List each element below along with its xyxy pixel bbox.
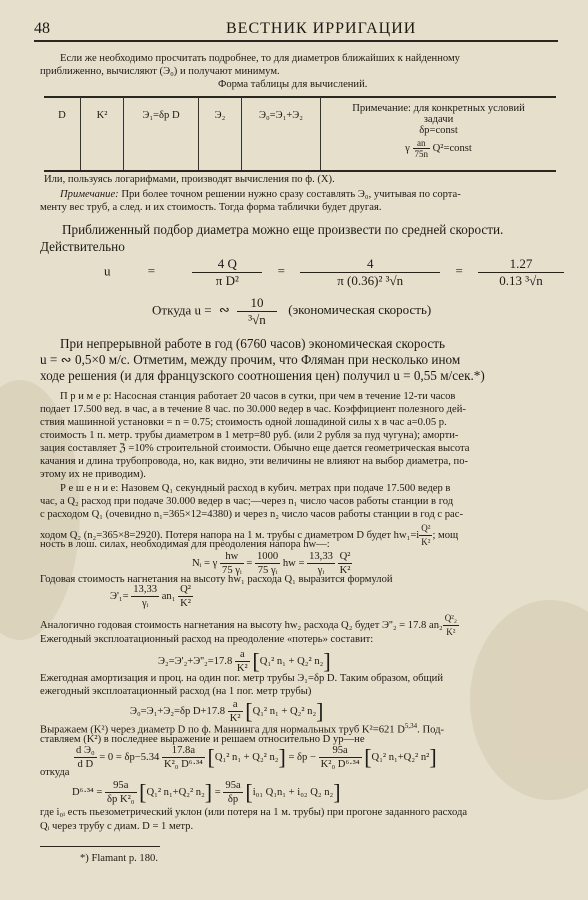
den-2: π (0.36)² ³√n xyxy=(337,273,404,288)
solution-text-3: ходом Q₂ (n₂=365×8=2920). Потеря напора на 1 м. трубы с диаметром D будет xyxy=(40,530,392,542)
fraction-3 xyxy=(478,256,564,289)
solution-label: Р е ш е н и е: xyxy=(60,483,119,494)
example-line-0 xyxy=(60,390,455,403)
solution-text-0: Назовем Q₁ секундный расход в кубич. метрах при подаче 17.500 ведер в xyxy=(120,483,451,494)
95a-dp-frac xyxy=(223,779,242,806)
bracket-open: [ xyxy=(139,779,147,805)
bracket-open: [ xyxy=(252,648,260,674)
paper-stain xyxy=(470,600,588,800)
note-text-1: При более точном решении нужно сразу составлять Э₀, учитывая по сорта- xyxy=(121,189,461,200)
frac-k2: K² xyxy=(421,537,431,548)
note-line-2: менту вес труб, а след. и их стоимость. Тогда форма таблички будет другая. xyxy=(40,202,382,213)
bracket-close: ] xyxy=(429,744,437,770)
logarithm-line: Или, пользуясь логарифмами, производят вычисления по ф. (X). xyxy=(44,174,335,185)
bracket-close: ] xyxy=(204,779,213,805)
eq-sign: = xyxy=(298,558,305,570)
bracket-content: Q₁² n₁ + Q₂² n₂ xyxy=(214,752,279,764)
table-note-cell xyxy=(321,97,557,170)
example-line-4: зация составляет ℨ =10% строительной стоимости. Обычно еще дается геометрическая высота xyxy=(40,443,470,454)
intro-line-1: Если же необходимо просчитать подробнее, то для диаметров ближайших к найденному xyxy=(60,53,460,64)
analog-frac xyxy=(443,612,459,639)
where-line-2: Qᵢ через трубу с диам. D = 1 метр. xyxy=(40,821,194,832)
amort-line-2: ежегодный эксплоатационный расход (на 1 пог. метр трубы) xyxy=(40,686,312,697)
solution-line-1: час, а Q₂ расход при подаче 30.000 ведер в час;—через n₁ число часов работы станции в год xyxy=(40,496,454,507)
bracket-open: [ xyxy=(364,744,372,770)
bracket3-content: Q₁² n₁+Q₂² n₂ xyxy=(146,787,205,799)
calculation-table xyxy=(44,97,556,170)
a-num: a xyxy=(235,648,250,662)
e1-q2: Q² xyxy=(178,583,193,597)
amort-line-1: Ежегодная амортизация и проц. на один пог. метр трубы Э₁=δp D. Таким образом, общий xyxy=(40,673,444,684)
de-eq: = 0 = δp−5.34 xyxy=(99,752,160,764)
de-num: d Э₀ xyxy=(74,744,97,758)
note-75n: 75n xyxy=(414,149,428,159)
approx-sign: ∾ xyxy=(218,302,230,318)
solution-line-2: с расходом Q₁ (очевидно n₁=365×12=4380) и через n₂ число часов работы станции в год с рас- xyxy=(40,509,463,520)
e0-a: a xyxy=(228,698,243,712)
para2-line-3: ходе решения (и для французского соотношения цен) получил u = 0,55 м/сек.*) xyxy=(40,368,485,383)
bracket4-content: i₀₁ Q₁n₁ + i₀₂ Q₂ n₂ xyxy=(252,787,334,799)
hw-formula: hw₁=i xyxy=(393,530,420,542)
e1-k2: K² xyxy=(180,598,191,610)
yearly-text: Ежегодный эксплоатационный расход на преодоление «потерь» составит: xyxy=(40,634,374,645)
where-line-1: где i₀ᵢ есть пьезометрический уклон (или потеря на 1 м. трубы) при прогоне заданного расхода xyxy=(40,807,468,818)
95a-frac xyxy=(319,744,362,771)
table-bottom-rule xyxy=(44,170,556,172)
k2-den: K² xyxy=(339,565,351,577)
gamma-i: γᵢ xyxy=(270,565,278,577)
solution-line-0 xyxy=(60,482,450,495)
e0-line: Э₀=Э₁+Э₂=δp D+17.8 xyxy=(130,706,226,718)
note-gamma: γ xyxy=(405,142,410,154)
example-label: П р и м е р: xyxy=(60,391,112,402)
bracket-open: [ xyxy=(207,744,215,770)
note-line-1 xyxy=(60,188,461,201)
fraction-2 xyxy=(300,256,440,289)
eq-sign: = xyxy=(455,263,463,279)
note-an: an xyxy=(413,138,431,149)
velocity-formula xyxy=(104,256,564,289)
analog-q2: Q²₂ xyxy=(443,612,459,626)
178a-frac xyxy=(162,744,205,771)
75-text: 75 xyxy=(222,565,233,577)
k0-den: K²₀ D⁶·³⁴ xyxy=(163,759,203,771)
express-text-1: Выражаем (K²) через диаметр D по ф. Маннинга для нормальных труб K²=621 D xyxy=(40,724,405,736)
178a-num: 17.8a xyxy=(162,744,205,758)
num-1: 4 Q xyxy=(192,256,262,273)
para2-line-1: При непрерывной работе в год (6760 часов) экономическая скорость xyxy=(60,336,446,351)
eq-sign: = xyxy=(277,263,285,279)
para2-line-2: u = ∾ 0,5×0 м/с. Отметим, между прочим, что Фляман при несколько ином xyxy=(40,352,461,367)
num-2: 4 xyxy=(300,256,440,273)
bracket-open: [ xyxy=(245,779,253,805)
e1-frac xyxy=(131,583,159,610)
hw-num: hw xyxy=(220,550,244,564)
solution-suffix: ; мощ xyxy=(432,530,459,542)
thousand-num: 1000 xyxy=(255,550,280,564)
bracket-open: [ xyxy=(245,698,253,724)
e1-equation xyxy=(110,583,193,610)
table-col-k2: K² xyxy=(81,97,124,170)
mid-eq: = δp − xyxy=(288,752,316,764)
k0b-den: K²₀ D⁶·³⁴ xyxy=(320,759,360,771)
den-4: ³√n xyxy=(248,312,266,327)
hw-text: hw xyxy=(282,558,296,570)
gamma-i: γᵢ xyxy=(235,565,242,577)
num-3: 1.27 xyxy=(478,256,564,273)
eq-sign: = xyxy=(147,263,156,279)
1333-num: 13,33 xyxy=(307,550,335,564)
bracket-close: ] xyxy=(278,744,286,770)
eq-sign: = xyxy=(246,558,253,570)
header-rule xyxy=(34,40,558,42)
95a-num-2: 95a xyxy=(105,779,136,793)
e1-qk-frac xyxy=(178,583,193,610)
fraction-1 xyxy=(192,256,262,289)
whence-2: откуда xyxy=(40,767,70,778)
table-col-d: D xyxy=(44,97,81,170)
annual-text: Годовая стоимость нагнетания на высоту hw₁ расхода Q₁ выразится формулой xyxy=(40,574,393,585)
example-line-2: ствия машинной установки = n = 0.75; стоимость одной лошадиной силы х в час а=0.05 р. xyxy=(40,417,447,428)
e1-den: γᵢ xyxy=(141,598,149,610)
bracket-close: ] xyxy=(316,698,324,724)
e1-num: 13,33 xyxy=(131,583,159,597)
intro-line-3: Форма таблицы для вычислений. xyxy=(218,79,368,90)
solution-line-4: ность в лош. силах, необходимая для преодоления напора hw—: xyxy=(40,539,330,550)
note-q2: Q²=const xyxy=(432,142,472,154)
approx-line-2: Действительно xyxy=(40,239,125,254)
den-1: π D² xyxy=(215,273,239,288)
75-text: 75 xyxy=(257,565,269,577)
analog-k2: K² xyxy=(446,627,456,638)
note-label: Примечание: xyxy=(60,189,119,200)
note-gamma-line xyxy=(322,138,555,159)
footnote: *) Flamant p. 180. xyxy=(80,853,158,864)
express-line-2: ставляем (K²) в последнее выражение и решаем относительно D ур—не xyxy=(40,734,365,745)
derivative-equation xyxy=(74,744,437,771)
intro-line-2: приближенно, вычисляют (Э₀) и получают минимум. xyxy=(40,66,280,77)
95a-num-3: 95a xyxy=(223,779,242,793)
k2-den: K² xyxy=(236,663,248,675)
table-col-e0: Э₀=Э₁+Э₂ xyxy=(242,97,321,170)
analog-text: Аналогично годовая стоимость нагнетания на высоту hw₂ расхода Q₂ будет Э''₂ = 17.8 an₂ xyxy=(40,620,443,632)
example-line-5: качания и длина трубопровода, но, как видно, эти величины не влияют на выбор диаметра, по- xyxy=(40,456,469,467)
note-dp: δp=const xyxy=(419,125,458,136)
num-4: 10 xyxy=(237,295,277,312)
bracket-content: Q₁² n₁ + Q₂² n₂ xyxy=(252,706,317,718)
example-line-6: этому их не приводим). xyxy=(40,469,146,480)
table-col-e2: Э₂ xyxy=(199,97,242,170)
d634-equation xyxy=(72,779,341,806)
an1: an₁ xyxy=(161,591,176,603)
frac-q2: Q² xyxy=(419,522,432,536)
eq-sign: = xyxy=(214,787,221,799)
e1-lhs: Э'₁= xyxy=(110,591,129,603)
journal-title: ВЕСТНИК ИРРИГАЦИИ xyxy=(226,20,417,37)
q2-k2-fraction xyxy=(419,522,432,549)
q2-num: Q² xyxy=(338,550,353,564)
express-text-1b: . Под- xyxy=(417,724,445,736)
example-text-0: Насосная станция работает 20 часов в сутки, при чем в течение 12-ти часов xyxy=(114,391,456,402)
bracket-content: Q₁² n₁ + Q₂² n₂ xyxy=(259,656,324,668)
bracket2-content: Q₁² n₁+Q₂² n² xyxy=(371,752,430,764)
gamma-i-den: γᵢ xyxy=(317,565,325,577)
table-col-e1: Э₁=δp D xyxy=(124,97,199,170)
gamma-sym: γ xyxy=(212,558,218,570)
economic-label: (экономическая скорость) xyxy=(288,302,432,318)
whence-text: Откуда u = xyxy=(152,302,212,318)
d634-lhs: D⁶·³⁴ = xyxy=(72,787,103,799)
95a-dpk0-frac xyxy=(105,779,136,806)
var-u: u xyxy=(104,263,111,279)
de-den: d D xyxy=(77,759,94,771)
note-fraction xyxy=(413,138,431,159)
exp-534: 5,34 xyxy=(404,722,418,730)
note-title: Примечание: для конкретных условий xyxy=(352,103,525,114)
den-3: 0.13 ³√n xyxy=(499,273,543,288)
example-line-1: подает 17.500 вед. в час, а в течение 8 час. по 30.000 ведер в час. Коэффициент полезного дей- xyxy=(40,404,466,415)
footnote-rule xyxy=(40,846,160,847)
e0-k2: K² xyxy=(229,713,241,725)
ni-lhs: Nᵢ = xyxy=(192,558,211,570)
deriv-frac xyxy=(74,744,97,771)
95a-num: 95a xyxy=(319,744,362,758)
example-line-3: стоимость 1 п. метр. трубы диаметром в 1 метр=80 руб. (или 2 рубля за пуд чугуна); аморти- xyxy=(40,430,459,441)
e2-line: Э₂=Э'₂+Э''₂=17.8 xyxy=(158,656,233,668)
economic-velocity xyxy=(152,295,431,328)
bracket-close: ] xyxy=(323,648,331,674)
approx-line-1: Приближенный подбор диаметра можно еще произвести по средней скорости. xyxy=(62,222,504,237)
fraction-4 xyxy=(237,295,277,328)
note-title-2: задачи xyxy=(423,114,454,125)
page-number: 48 xyxy=(34,20,50,37)
bracket-close: ] xyxy=(333,779,341,805)
dp-den: δp xyxy=(227,794,239,806)
dpk0-den: δp K²₀ xyxy=(107,794,135,806)
